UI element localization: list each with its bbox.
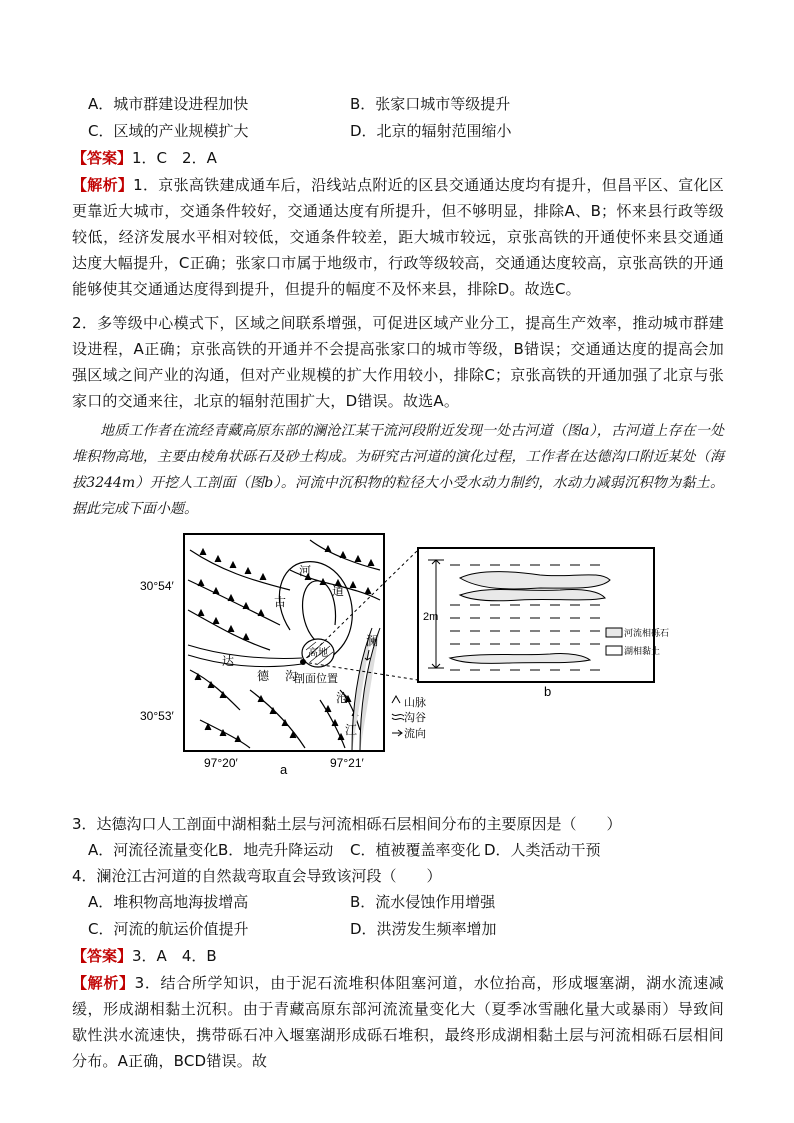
- q1-option-a: A．城市群建设进程加快: [88, 95, 249, 113]
- q3-option-b: B．地壳升降运动: [218, 841, 334, 859]
- figure-label-b: b: [544, 684, 552, 699]
- analysis-text-1: 1．京张高铁建成通车后，沿线站点附近的区县交通通达度均有提升，但昌平区、宣化区更靠近大城市，交通条件较好，交通通达度有所提升，但不够明显，排除A、B；怀来县行政等级较低，经济发展水平相对较低，交通条件较差，距大城市较远，京张高铁的开通使怀来县交通通达度大幅提升，C正确；张家口市属于地级市，行政等级较高，交通通达度较高，京张高铁的开通能够使其交通通达度得到提升，但提升的幅度不及怀来县，排除D。故选C。: [72, 176, 724, 298]
- lon-label-1: 97°20′: [204, 756, 238, 770]
- analysis-block-2: [72, 310, 724, 414]
- analysis-label-2: 【解析】: [72, 974, 135, 992]
- label-river-gu: 古: [274, 595, 287, 609]
- legend-gravel: 河流相砾石: [624, 628, 670, 638]
- label-river-he: 河: [299, 564, 312, 578]
- q3-option-a: A．河流径流量变化: [88, 841, 219, 859]
- q1-option-b: B．张家口城市等级提升: [350, 95, 511, 113]
- analysis-text-2: 2．多等级中心模式下，区域之间联系增强，可促进区域产业分工，提高生产效率，推动城市群建设进程，A正确；京张高铁的开通并不会提高张家口的城市等级，B错误；交通通达度的提高会加强区域之间产业的沟通，但对产业规模的扩大作用较小，排除C；京张高铁的开通加强了北京与张家口的交通来往，北京的辐射范围扩大，D错误。故选A。: [72, 314, 724, 410]
- analysis-block-1: [72, 172, 724, 302]
- answer-label: 【答案】: [72, 149, 133, 167]
- label-lan: 澜: [366, 634, 379, 648]
- label-gully-gou: 沟: [285, 669, 298, 683]
- label-highland: 高地: [308, 648, 328, 659]
- legend-mountain: 山脉: [404, 697, 426, 709]
- figure-map-profile: [140, 530, 670, 777]
- gravel-lens-2: [460, 589, 605, 600]
- figure-label-a: a: [280, 762, 288, 777]
- legend-gully: 沟谷: [404, 712, 426, 724]
- flow-legend-icon: [392, 730, 402, 736]
- map-legend: [392, 696, 426, 740]
- gully-legend-icon: [392, 714, 404, 720]
- lat-label-1: 30°54′: [140, 579, 174, 593]
- label-profile-pos: 剖面位置: [294, 673, 338, 685]
- label-jiang: 江: [345, 723, 358, 737]
- analysis-text-3: 3．结合所学知识，由于泥石流堆积体阻塞河道，水位抬高，形成堰塞湖，湖水流速减缓，形成湖相黏土沉积。由于青藏高原东部河流流量变化大（夏季冰雪融化量大或暴雨）导致间歇性洪水流速快，携带砾石冲入堰塞湖形成砾石堆积，最终形成湖相黏土层与河流相砾石层相间分布。A正确，BCD错误。故: [72, 974, 724, 1070]
- clay-legend-swatch: [606, 646, 622, 655]
- answer-block-2: [72, 946, 217, 966]
- q3-option-d: D．人类活动干预: [484, 841, 601, 859]
- legend-clay: 湖相黏土: [624, 646, 661, 656]
- label-gully-da: 达: [222, 654, 235, 668]
- lat-label-2: 30°53′: [140, 709, 174, 723]
- legend-flow: 流向: [404, 728, 426, 740]
- question-intro: 地质工作者在流经青藏高原东部的澜沧江某干流河段附近发现一处古河道（图a），古河道上存在一处堆积物高地，主要由棱角状砾石及砂土构成。为研究古河道的演化过程，工作者在达德沟口附近某处（海拔3244m）开挖人工剖面（图b）。河流中沉积物的粒径大小受水动力制约，水动力减弱沉积物为黏土。据此完成下面小题。: [72, 423, 724, 517]
- q4-option-b: B．流水侵蚀作用增强: [350, 893, 496, 911]
- label-river-dao: 道: [332, 584, 345, 598]
- label-gully-de: 德: [257, 669, 270, 683]
- q1-option-c: C．区域的产业规模扩大: [88, 122, 249, 140]
- q3-option-c: C．植被覆盖率变化: [350, 841, 481, 859]
- q4-option-d: D．洪涝发生频率增加: [350, 920, 497, 938]
- q4-stem: 4．澜沧江古河道的自然裁弯取直会导致该河段（ ）: [72, 867, 442, 885]
- analysis-label: 【解析】: [72, 176, 134, 194]
- q4-option-a: A．堆积物高地海拔增高: [88, 893, 249, 911]
- answer-label-2: 【答案】: [72, 947, 133, 965]
- mountain-legend-icon: [392, 696, 400, 703]
- analysis-block-3: [72, 970, 724, 1074]
- gravel-legend-swatch: [606, 628, 622, 637]
- depth-label: 2m: [423, 611, 439, 623]
- answer-text: 1．C 2．A: [132, 149, 217, 167]
- lon-label-2: 97°21′: [330, 756, 364, 770]
- answer-text-2: 3．A 4．B: [132, 947, 217, 965]
- q4-option-c: C．河流的航运价值提升: [88, 920, 249, 938]
- q3-stem: 3．达德沟口人工剖面中湖相黏土层与河流相砾石层相间分布的主要原因是（ ）: [72, 815, 622, 833]
- label-cang: 沧: [336, 691, 349, 705]
- q1-option-d: D．北京的辐射范围缩小: [350, 122, 512, 140]
- answer-block-1: [72, 148, 217, 168]
